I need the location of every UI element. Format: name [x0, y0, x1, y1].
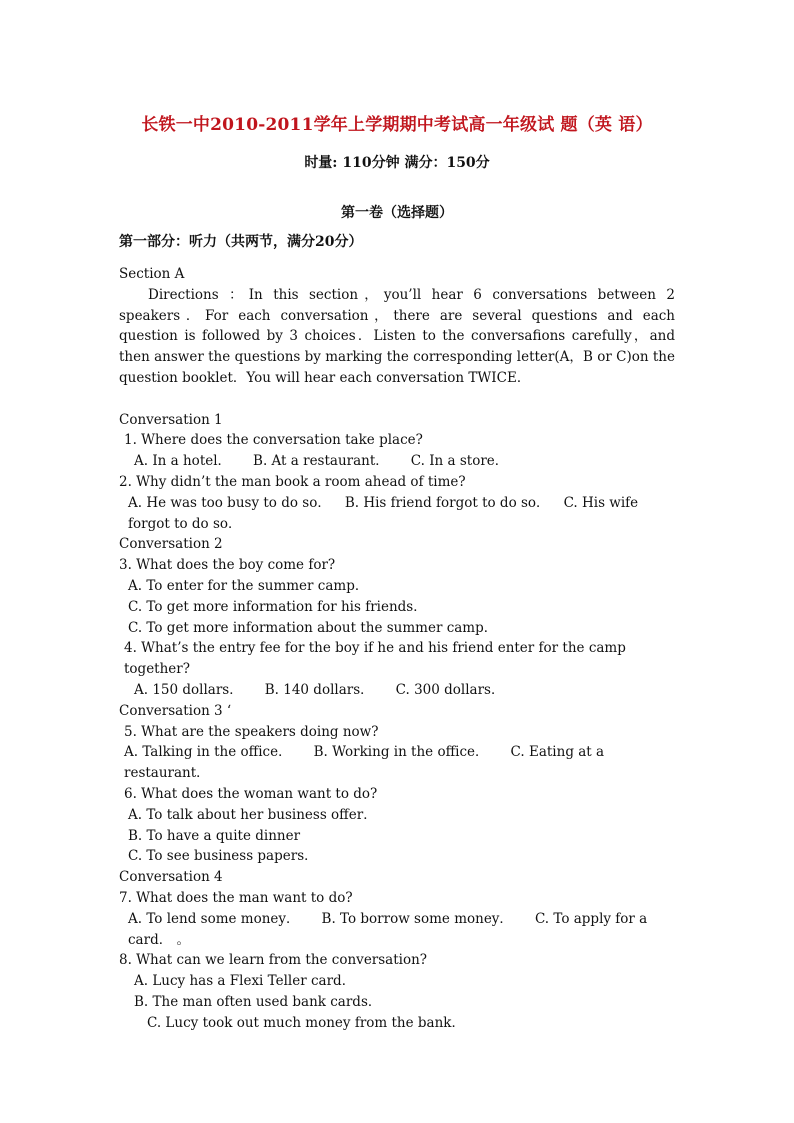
option-a: A. Lucy has a Flexi Teller card．: [134, 973, 356, 990]
option-b: B. Working in the office．: [313, 744, 489, 761]
options-q4: [119, 680, 675, 701]
option-b: B. His friend forgot to do so．: [344, 494, 550, 511]
option-c: C. To get more information about the summer camp．: [128, 619, 498, 636]
option-b: B. The man often used bank cards．: [134, 993, 382, 1010]
option-a: A. 150 dollars．: [134, 681, 243, 698]
question-4: 4. What’s the entry fee for the boy if he and his friend enter for the camp together?: [124, 640, 626, 678]
directions-text: Directions ：In this section，you’ll hear 6 conversations between 2 speakers．For each conversation，there are several questions and each question is followed by 3 choices．Listen to the conversaﬁons carefully，and then answer the questions by marking the corresponding letter(A，B or C)on the question booklet．You will hear each conversation TWICE．: [119, 286, 675, 386]
option-a: A. To lend some money．: [128, 910, 300, 927]
option-c: C. To apply for a card． 。: [128, 910, 648, 948]
option-a: A. To talk about her business offer．: [128, 806, 377, 823]
option-c: C. To see business papers．: [128, 848, 318, 865]
question-7: 7. What does the man want to do?: [119, 889, 353, 906]
options-q5: [119, 742, 675, 784]
option-c: C. His wife forgot to do so．: [128, 494, 639, 532]
option-b: B. At a restaurant．: [253, 453, 389, 470]
option-c: C. Eating at a restaurant．: [124, 744, 605, 782]
option-b: B. To have a quite dinner: [128, 827, 301, 844]
question-1: 1. Where does the conversation take place?: [124, 432, 423, 449]
conversation-heading: Conversation 4: [119, 869, 223, 886]
option-a: A. In a hotel．: [134, 453, 232, 470]
conversation-heading: Conversation 2: [119, 536, 223, 553]
options-q1: [119, 451, 675, 472]
part-heading: 第一部分：听力（共两节，满分20分）: [119, 234, 363, 250]
conversation-heading: Conversation 1: [119, 411, 223, 428]
exam-title: 长铁一中2010-2011学年上学期期中考试高一年级试 题（英 语）: [141, 115, 653, 135]
question-8: 8. What can we learn from the conversation?: [119, 952, 428, 969]
question-5: 5. What are the speakers doing now?: [124, 723, 379, 740]
question-body: [119, 264, 675, 1033]
options-q7: [119, 909, 675, 951]
option-b: B. To borrow some money．: [321, 910, 513, 927]
question-3: 3. What does the boy come for?: [119, 557, 336, 574]
option-a: A. To enter for the summer camp．: [128, 577, 369, 594]
option-c: C. Lucy took out much money from the bank．: [147, 1014, 465, 1031]
time-score-line: 时量: 110分钟 满分：150分: [304, 155, 490, 171]
options-q2: [119, 493, 675, 535]
conversation-heading: Conversation 3 ‘: [119, 702, 232, 719]
option-c: C. 300 dollars．: [395, 681, 505, 698]
option-c: C. To get more information for his friends．: [128, 598, 427, 615]
option-a: A. Talking in the office．: [124, 744, 292, 761]
spacer: [119, 389, 675, 410]
option-c: C. In a store．: [410, 453, 509, 470]
volume-heading: 第一卷（选择题）: [341, 205, 453, 221]
option-b: B. 140 dollars．: [264, 681, 374, 698]
option-a: A. He was too busy to do so．: [128, 494, 331, 511]
question-2: 2. Why didn’t the man book a room ahead of time?: [119, 473, 466, 490]
section-label: Section A: [119, 266, 185, 282]
question-6: 6. What does the woman want to do?: [124, 785, 378, 802]
